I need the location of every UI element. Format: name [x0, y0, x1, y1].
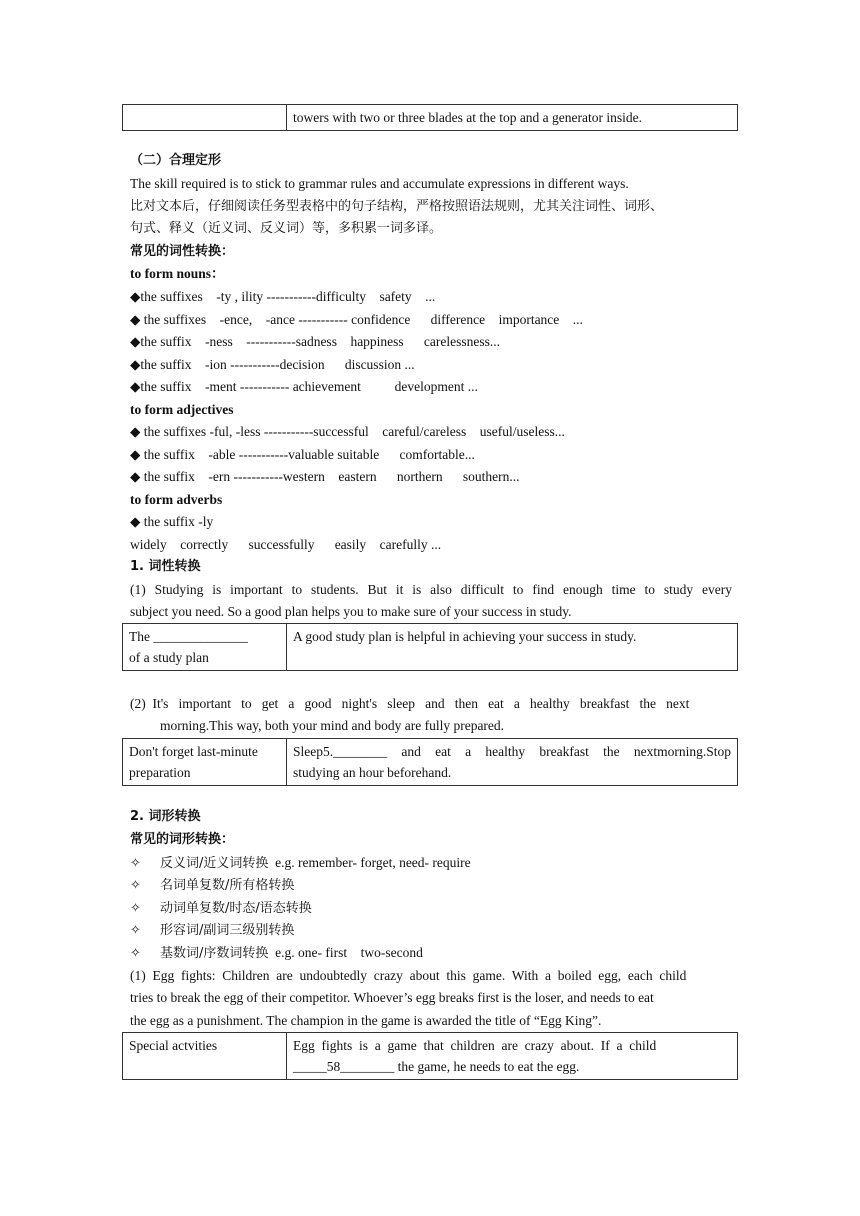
question-2-line-2: morning.This way, both your mind and body are fully prepared.	[160, 718, 505, 733]
part2-heading: 2. 词形转换	[130, 809, 201, 824]
noun-item: ◆the suffix -ion -----------decision discussion ...	[130, 357, 415, 372]
question-1-line-2: subject you need. So a good plan helps you to make sure of your success in study.	[130, 604, 572, 619]
intro-cn-line-2: 句式、释义（近义词、反义词）等，多积累一词多译。	[130, 221, 443, 236]
table-2-right-line-2: studying an hour beforehand.	[293, 765, 452, 780]
egg-paragraph-line-2: tries to break the egg of their competitor. Whoever’s egg breaks first is the loser, and needs to eat	[130, 990, 654, 1005]
table-2-left-line-2: preparation	[129, 765, 191, 780]
intro-cn-line-1: 比对文本后，仔细阅读任务型表格中的句子结构，严格按照语法规则，尤其关注词性、词形、	[130, 199, 664, 214]
table-3	[122, 1032, 738, 1080]
adjective-item: ◆ the suffixes -ful, -less -----------successful careful/careless useful/useless...	[130, 424, 565, 439]
noun-item: ◆ the suffixes -ence, -ance ----------- confidence difference importance ...	[130, 312, 583, 327]
form-item	[130, 920, 294, 941]
noun-item: ◆the suffix -ment ----------- achievement development ...	[130, 379, 478, 394]
table-1-left-line-1: The ______________	[129, 629, 248, 644]
form-item	[130, 943, 423, 964]
table-3-left-cell: Special actvities	[123, 1033, 287, 1080]
adjectives-heading: to form adjectives	[130, 402, 234, 417]
table-3-right-line-1: Egg fights is a game that children are crazy about. If a child	[293, 1038, 657, 1053]
form-item-cn: 基数词/序数词转换	[160, 946, 269, 961]
table-2-right-line-1: Sleep5.________ and eat a healthy breakfast the nextmorning.Stop	[293, 744, 731, 759]
nouns-heading: to form nouns：	[130, 266, 225, 281]
form-item	[130, 898, 312, 919]
table-2	[122, 738, 738, 786]
adverb-item: widely correctly successfully easily carefully ...	[130, 537, 442, 552]
form-item-cn: 形容词/副词三级别转换	[160, 923, 295, 938]
table-1-right-cell: A good study plan is helpful in achieving your success in study.	[287, 624, 738, 671]
diamond-bullet-icon: ✧	[130, 901, 141, 916]
question-1-number: (1)	[130, 582, 146, 597]
table-2-left-cell	[123, 739, 287, 786]
noun-item: ◆the suffixes -ty , ility -----------difficulty safety ...	[130, 289, 436, 304]
question-1-text: Studying is important to students. But it is also difficult to find enough time to study every	[154, 582, 732, 597]
top-table-right-cell: towers with two or three blades at the top and a generator inside.	[287, 105, 738, 131]
egg-paragraph-line-3: the egg as a punishment. The champion in the game is awarded the title of “Egg King”.	[130, 1013, 602, 1028]
top-table-left-cell	[123, 105, 287, 131]
common-form-heading: 常见的词形转换：	[130, 832, 235, 847]
diamond-bullet-icon: ✧	[130, 923, 141, 938]
table-1-left-line-2: of a study plan	[129, 650, 209, 665]
table-3-right-line-2: _____58________ the game, he needs to eat the egg.	[293, 1059, 580, 1074]
table-1-left-cell	[123, 624, 287, 671]
form-item-en: e.g. remember- forget, need- require	[268, 855, 471, 870]
question-2-line-1	[130, 694, 732, 714]
form-item-cn: 反义词/近义词转换	[160, 856, 269, 871]
form-item-en: e.g. one- first two-second	[268, 945, 423, 960]
form-item-cn: 动词单复数/时态/语态转换	[160, 901, 312, 916]
adjective-item: ◆ the suffix -ern -----------western eastern northern southern...	[130, 469, 520, 484]
question-1-line-1	[130, 580, 732, 600]
table-3-right-cell	[287, 1033, 738, 1080]
adjective-item: ◆ the suffix -able -----------valuable suitable comfortable...	[130, 447, 475, 462]
table-1	[122, 623, 738, 671]
form-item-cn: 名词单复数/所有格转换	[160, 878, 295, 893]
question-2-text: It's important to get a good night's sleep and then eat a healthy breakfast the next	[152, 696, 690, 711]
adverb-item: ◆ the suffix -ly	[130, 514, 214, 529]
egg-paragraph-line-1: (1) Egg fights: Children are undoubtedly crazy about this game. With a boiled egg, each child	[130, 968, 687, 983]
form-item	[130, 853, 471, 874]
section2-heading: （二）合理定形	[130, 153, 222, 168]
table-2-right-cell	[287, 739, 738, 786]
diamond-bullet-icon: ✧	[130, 878, 141, 893]
noun-item: ◆the suffix -ness -----------sadness happiness carelessness...	[130, 334, 501, 349]
common-pos-heading: 常见的词性转换：	[130, 244, 235, 259]
table-2-left-line-1: Don't forget last-minute	[129, 744, 258, 759]
form-item	[130, 875, 294, 896]
diamond-bullet-icon: ✧	[130, 856, 141, 871]
question-2-number: (2)	[130, 696, 146, 711]
diamond-bullet-icon: ✧	[130, 946, 141, 961]
part1-heading: 1. 词性转换	[130, 559, 201, 574]
intro-en: The skill required is to stick to grammar rules and accumulate expressions in different ways.	[130, 176, 629, 191]
adverbs-heading: to form adverbs	[130, 492, 223, 507]
top-table	[122, 104, 738, 131]
